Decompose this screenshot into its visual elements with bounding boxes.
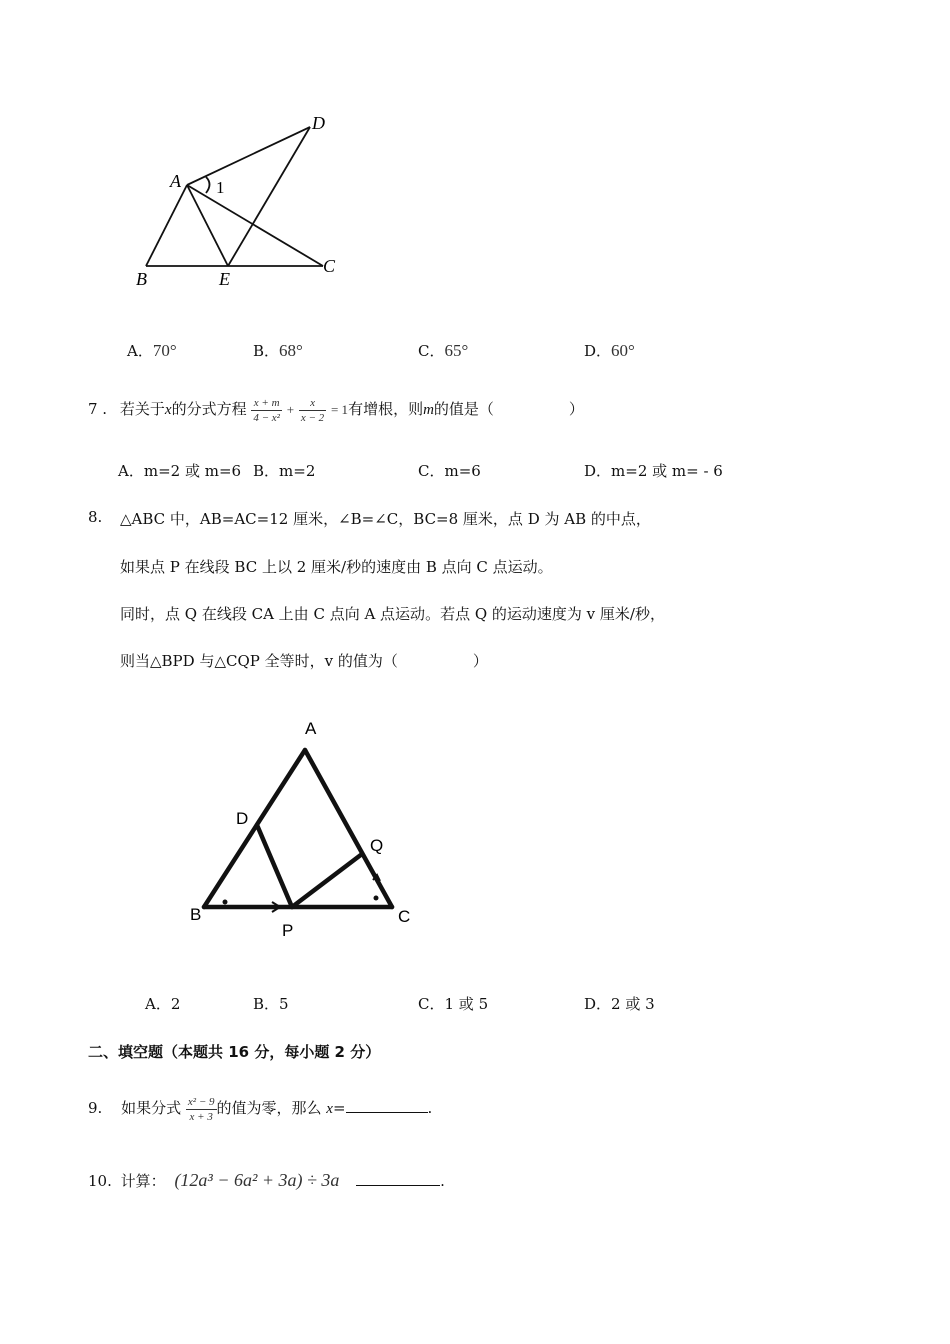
q8-option-a[interactable] [145, 993, 180, 1014]
q9-fraction: $\frac{\text{x² − 9}}{x + 3}$ [187, 1095, 215, 1123]
q8-figure [180, 710, 430, 950]
q7-plus: + [286, 402, 295, 417]
fig6-label-c: C [323, 256, 336, 276]
option-letter: C． [418, 995, 445, 1013]
option-value: m=2 或 m=6 [143, 462, 242, 480]
option-letter: B． [253, 462, 280, 480]
fig8-label-d: D [236, 809, 249, 828]
q7-text-mid: 的分式方程 [171, 400, 247, 418]
option-letter: B． [253, 995, 280, 1013]
q10-number: 10. [88, 1172, 112, 1190]
option-value: 1 或 5 [444, 995, 489, 1013]
q7-fraction-1: $\frac{x + m}{\text{4 − x²}}$ [253, 396, 280, 424]
q6-option-b[interactable] [253, 340, 303, 361]
q9-number: 9. [88, 1099, 103, 1117]
option-value: 2 [170, 995, 181, 1013]
fig6-label-e: E [219, 269, 230, 289]
q7-equals-one: = 1 [330, 402, 349, 417]
q7-option-a[interactable] [118, 460, 241, 481]
q6-option-c[interactable] [418, 340, 468, 361]
q10-end: . [440, 1172, 445, 1190]
fig8-label-a: A [305, 719, 317, 738]
q8-line-1: △ABC 中，AB=AC=12 厘米，∠B=∠C，BC=8 厘米，点 D 为 AB 的中点， [120, 510, 651, 528]
q7-number: 7 . [88, 400, 108, 418]
q7-text-pre: 若关于 [119, 400, 165, 418]
q9-stem [88, 1088, 432, 1129]
q10-expression: (12a³ − 6a² + 3a) ÷ 3a [174, 1170, 340, 1190]
q6-option-d[interactable] [584, 340, 635, 361]
q9-end: . [427, 1099, 433, 1117]
option-letter: D． [584, 995, 612, 1013]
fig6-label-a: A [170, 171, 181, 191]
fig8-label-c: C [398, 907, 411, 926]
fig6-angle-label: 1 [216, 178, 225, 197]
option-letter: A． [118, 462, 144, 480]
fig8-label-b: B [190, 905, 202, 924]
option-letter: C． [418, 462, 445, 480]
q8-line-3: 同时，点 Q 在线段 CA 上由 C 点向 A 点运动。若点 Q 的运动速度为 v 厘米/秒， [120, 605, 665, 623]
q7-stem [88, 390, 584, 429]
option-letter: A． [145, 995, 171, 1013]
q7-option-d[interactable] [584, 460, 723, 481]
q7-text-tail: 的值是（ ） [433, 400, 584, 418]
q10-label: 计算： [120, 1172, 166, 1190]
q7-var-x: x [164, 402, 172, 418]
q8-line-4: 则当△BPD 与△CQP 全等时，v 的值为（ ） [120, 652, 488, 670]
q7-var-m: m [423, 402, 434, 418]
option-value: m=2 或 m= - 6 [611, 462, 723, 480]
option-value: 70° [152, 341, 177, 360]
section-2-heading: 二、填空题（本题共 16 分，每小题 2 分） [88, 1043, 381, 1061]
option-value: m=2 [279, 462, 316, 480]
q6-figure [120, 105, 360, 295]
q10-answer-blank[interactable] [356, 1171, 440, 1186]
q9-answer-blank[interactable] [346, 1098, 428, 1113]
q8-option-c[interactable] [418, 993, 488, 1014]
option-value: m=6 [444, 462, 481, 480]
q9-text-pre: 如果分式 [121, 1099, 182, 1117]
fig6-label-b: B [136, 269, 147, 289]
option-value: 60° [611, 341, 635, 360]
q9-var-x: x [326, 1101, 333, 1117]
q7-fraction-2: $\frac{x}{x - 2}$ [300, 396, 325, 424]
q8-number: 8. [88, 508, 103, 526]
fig8-label-q: Q [370, 836, 384, 855]
option-letter: D． [584, 342, 612, 360]
q7-text-post: 有增根，则 [348, 400, 424, 418]
q10-stem [88, 1160, 445, 1201]
option-letter: B． [253, 342, 280, 360]
q8-option-b[interactable] [253, 993, 289, 1014]
option-letter: C． [418, 342, 445, 360]
fig8-label-p: P [282, 921, 294, 940]
option-letter: D． [584, 462, 612, 480]
q7-option-c[interactable] [418, 460, 481, 481]
option-value: 2 或 3 [611, 995, 655, 1013]
q7-option-b[interactable] [253, 460, 315, 481]
option-value: 68° [279, 341, 303, 360]
q9-text-post: 的值为零，那么 [216, 1099, 322, 1117]
option-letter: A． [127, 342, 153, 360]
q6-option-a[interactable] [127, 340, 177, 361]
fig6-label-d: D [312, 113, 325, 133]
option-value: 65° [444, 341, 469, 360]
q9-equals: = [332, 1099, 346, 1117]
q8-line-2: 如果点 P 在线段 BC 上以 2 厘米/秒的速度由 B 点向 C 点运动。 [120, 558, 553, 576]
option-value: 5 [279, 995, 289, 1013]
q8-option-d[interactable] [584, 993, 655, 1014]
